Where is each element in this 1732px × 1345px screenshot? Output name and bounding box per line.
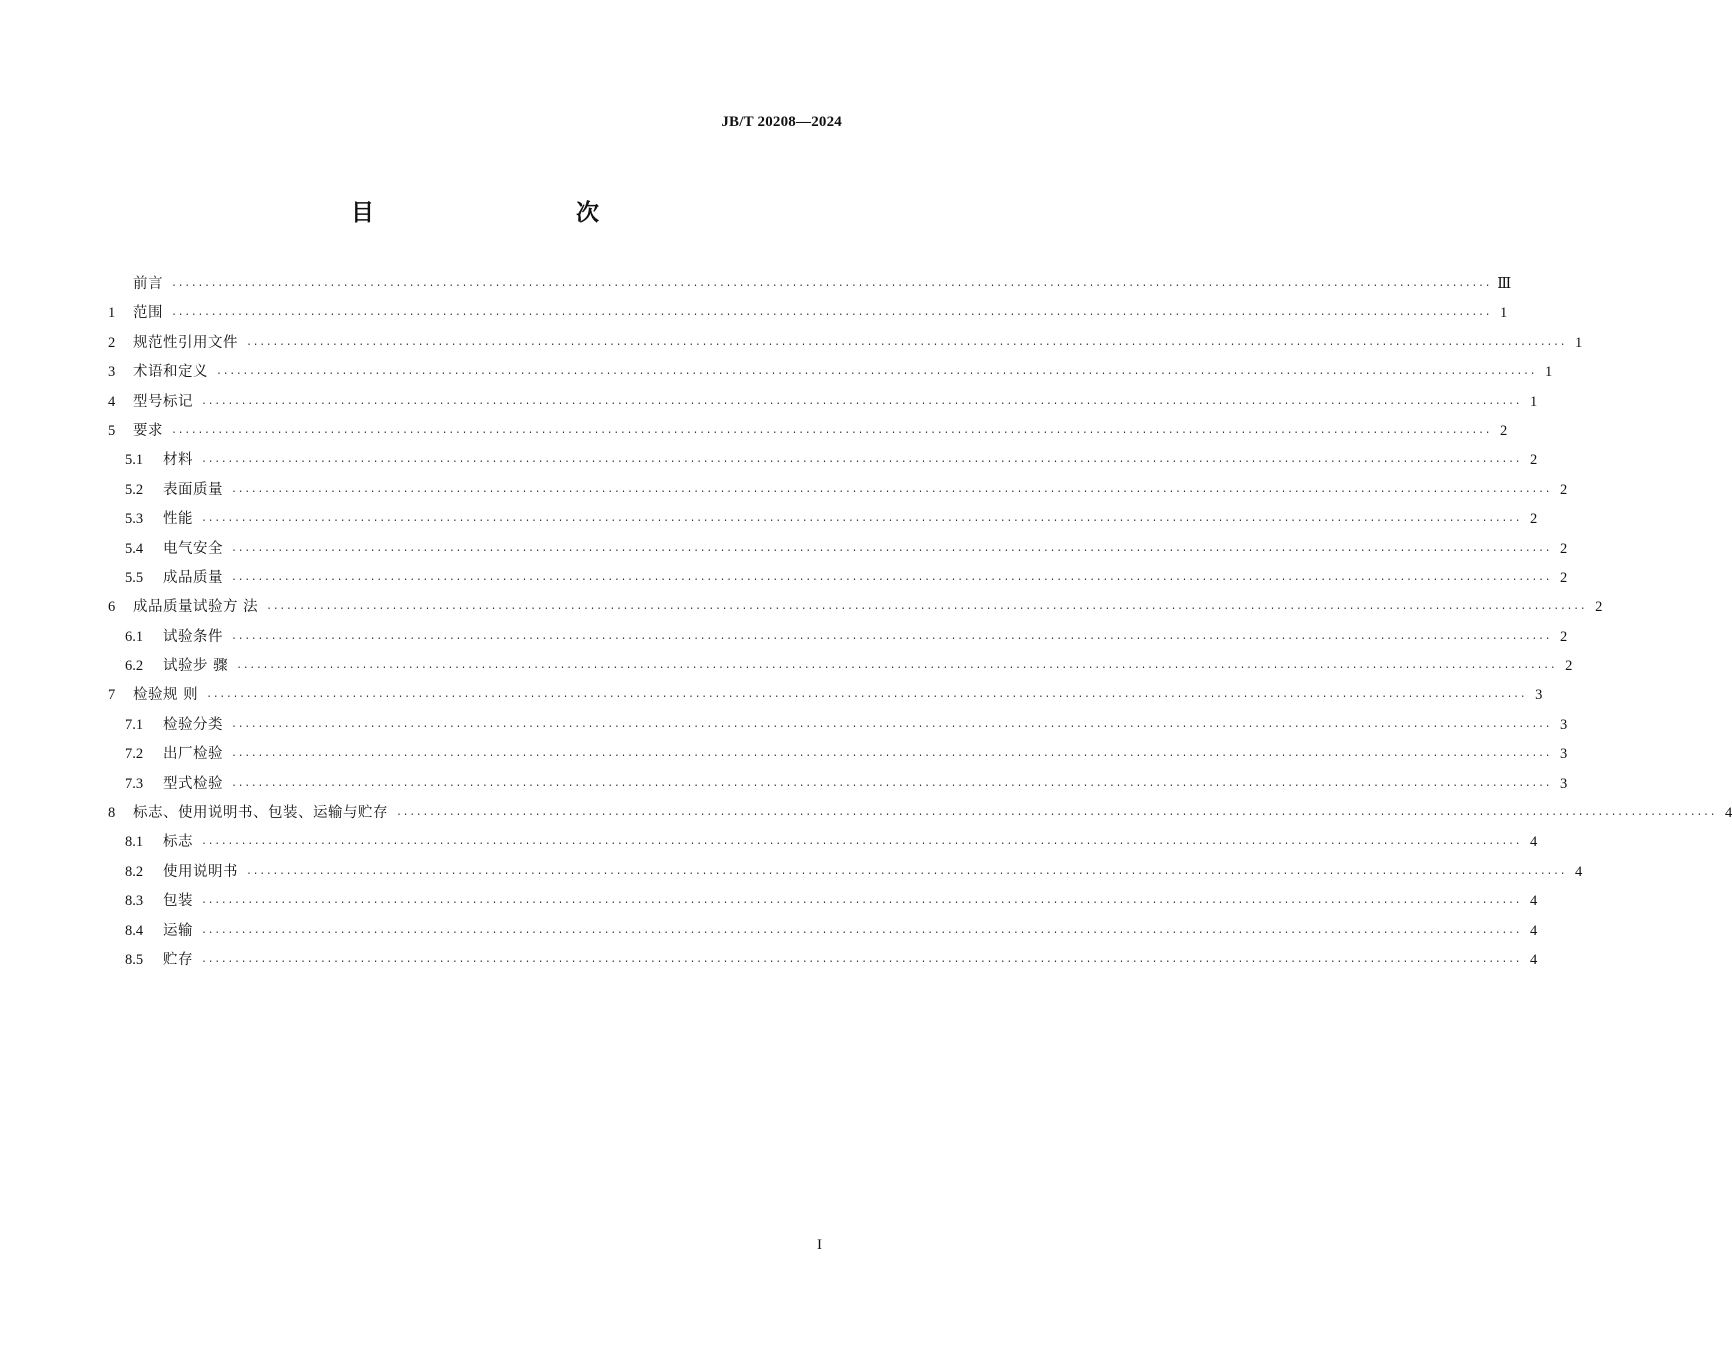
- toc-entry-number: 6: [108, 599, 116, 616]
- toc-entry-page: 3: [1559, 775, 1568, 792]
- toc-entry-page: 2: [1529, 452, 1538, 469]
- toc-entry-number: 7.3: [125, 775, 144, 792]
- toc-subentry[interactable]: [108, 858, 1583, 887]
- toc-entry-label: 电气安全: [163, 540, 223, 557]
- toc-entry-number: 4: [108, 393, 116, 410]
- toc-entry-number: 5.3: [125, 511, 144, 528]
- toc-entry-number: 1: [108, 305, 116, 322]
- toc-entry-label: 前言: [133, 276, 163, 292]
- toc-entry-label: 成品质量试验方 法: [133, 599, 259, 616]
- toc-leader-dots: ········································································································································································································: [396, 810, 1717, 822]
- toc-leader-dots: ········································································································································································································: [171, 281, 1492, 292]
- toc-entry-number: 8.3: [125, 893, 144, 910]
- toc-leader-dots: ········································································································································································································: [171, 427, 1492, 439]
- document-code: JB/T 20208—2024: [721, 114, 842, 130]
- page-number: I: [817, 1237, 822, 1253]
- toc-leader-dots: ········································································································································································································: [246, 339, 1567, 351]
- toc-entry-number: 2: [108, 334, 116, 351]
- toc-entry-label: 使用说明书: [163, 863, 238, 880]
- toc-entry-label: 标志、使用说明书、包装、运输与贮存: [133, 805, 388, 822]
- toc-entry-number: 3: [108, 364, 116, 381]
- toc-entry-page: 2: [1529, 511, 1538, 528]
- toc-entry-number: 5.2: [125, 481, 144, 498]
- toc-entry-label: 检验规 则: [133, 687, 199, 704]
- toc-entry-label: 贮存: [163, 951, 193, 968]
- toc-entry-label: 出厂检验: [163, 746, 223, 763]
- toc-leader-dots: ········································································································································································································: [231, 633, 1552, 645]
- toc-leader-dots: ········································································································································································································: [231, 721, 1552, 733]
- toc-entry-page: 3: [1559, 716, 1568, 733]
- toc-entry-number: 7.2: [125, 746, 144, 763]
- toc-entry[interactable]: [108, 799, 1732, 828]
- toc-entry-number: 8.1: [125, 834, 144, 851]
- toc-entry-label: 型号标记: [133, 393, 193, 410]
- toc-leader-dots: ········································································································································································································: [201, 516, 1522, 528]
- toc-entry-page: 2: [1595, 599, 1603, 616]
- toc-subentry[interactable]: [108, 505, 1538, 534]
- toc-leader-dots: ········································································································································································································: [231, 574, 1552, 586]
- toc-subentry[interactable]: [108, 623, 1568, 652]
- toc-entry-page: 2: [1499, 422, 1508, 439]
- toc-entry-label: 标志: [163, 834, 193, 851]
- toc-leader-dots: ········································································································································································································: [171, 310, 1492, 322]
- toc-title: 目 次: [351, 200, 651, 226]
- toc-entry-label: 规范性引用文件: [133, 334, 238, 351]
- toc-entry[interactable]: [108, 417, 1508, 446]
- toc-entry-page: 3: [1559, 746, 1568, 763]
- toc-entry-label: 材料: [163, 452, 193, 469]
- toc-entry-label: 成品质量: [163, 569, 223, 586]
- toc-entry-page: 2: [1559, 569, 1568, 586]
- toc-entry-page: 2: [1559, 628, 1568, 645]
- toc-entry-number: 5.5: [125, 569, 144, 586]
- toc-leader-dots: ········································································································································································································: [231, 545, 1552, 557]
- toc-entry-page: 4: [1724, 805, 1732, 822]
- toc-entry-number: 7: [108, 687, 116, 704]
- toc-entry-number: 5.1: [125, 452, 144, 469]
- toc-entry-page: 4: [1529, 922, 1538, 939]
- toc-subentry[interactable]: [108, 564, 1568, 593]
- toc-leader-dots: ········································································································································································································: [246, 868, 1567, 880]
- toc-entry-page: 1: [1499, 305, 1508, 322]
- toc-leader-dots: ········································································································································································································: [201, 839, 1522, 851]
- toc-subentry[interactable]: [108, 770, 1568, 799]
- toc-leader-dots: ········································································································································································································: [231, 780, 1552, 792]
- toc-entry-label: 试验步 骤: [163, 658, 229, 675]
- toc-subentry[interactable]: [108, 446, 1538, 475]
- toc-entry-number: 5: [108, 422, 116, 439]
- toc-entry-page: 4: [1529, 951, 1538, 968]
- toc-entry-number: 8.4: [125, 922, 144, 939]
- toc-entry-page: Ⅲ: [1497, 276, 1512, 292]
- toc-subentry[interactable]: [108, 946, 1538, 975]
- toc-leader-dots: ········································································································································································································: [201, 398, 1522, 410]
- toc-entry[interactable]: [108, 681, 1543, 710]
- toc-entry-label: 表面质量: [163, 481, 223, 498]
- toc-entry-page: 3: [1535, 687, 1543, 704]
- toc-entry-label: 术语和定义: [133, 364, 208, 381]
- toc-subentry[interactable]: [108, 652, 1573, 681]
- toc-entry-page: 1: [1574, 334, 1583, 351]
- toc-entry-number: 7.1: [125, 716, 144, 733]
- toc-subentry[interactable]: [108, 476, 1568, 505]
- toc-entry[interactable]: [108, 299, 1508, 328]
- toc-leader-dots: ········································································································································································································: [201, 927, 1522, 939]
- toc-entry[interactable]: [108, 329, 1583, 358]
- toc-leader-dots: ········································································································································································································: [231, 751, 1552, 763]
- toc-subentry[interactable]: [108, 917, 1538, 946]
- toc-entry-number: 5.4: [125, 540, 144, 557]
- toc-entry-label: 型式检验: [163, 775, 223, 792]
- toc-subentry[interactable]: [108, 535, 1568, 564]
- toc-subentry[interactable]: [108, 887, 1538, 916]
- toc-entry-page: 2: [1559, 540, 1568, 557]
- toc-entry-label: 试验条件: [163, 628, 223, 645]
- toc-entry[interactable]: [108, 593, 1603, 622]
- toc-entry-number: 6.2: [125, 658, 144, 675]
- toc-leader-dots: ········································································································································································································: [206, 692, 1527, 704]
- toc-entry[interactable]: [108, 388, 1538, 417]
- toc-entry-page: 2: [1559, 481, 1568, 498]
- toc-leader-dots: ········································································································································································································: [266, 604, 1587, 616]
- toc-entry-page: 1: [1544, 364, 1553, 381]
- toc-entry-page: 1: [1529, 393, 1538, 410]
- toc-entry-label: 要求: [133, 422, 163, 439]
- toc-leader-dots: ········································································································································································································: [201, 956, 1522, 968]
- toc-leader-dots: ········································································································································································································: [216, 369, 1537, 381]
- toc-entry-label: 运输: [163, 922, 193, 939]
- toc-entry-label: 包装: [163, 893, 193, 910]
- toc-subentry[interactable]: [108, 711, 1568, 740]
- toc-entry-page: 4: [1529, 834, 1538, 851]
- toc-entry-label: 范围: [133, 305, 163, 322]
- toc-entry-number: 8.2: [125, 863, 144, 880]
- toc-leader-dots: ········································································································································································································: [236, 663, 1557, 675]
- toc-entry[interactable]: [108, 358, 1553, 387]
- toc-entry-page: 4: [1529, 893, 1538, 910]
- toc-leader-dots: ········································································································································································································: [201, 898, 1522, 910]
- toc-entry[interactable]: [108, 270, 1512, 299]
- toc-entry-page: 2: [1565, 658, 1573, 675]
- toc-entry-label: 性能: [163, 511, 193, 528]
- toc-leader-dots: ········································································································································································································: [201, 457, 1522, 469]
- toc-entry-page: 4: [1574, 863, 1583, 880]
- toc-subentry[interactable]: [108, 828, 1538, 857]
- table-of-contents: [108, 270, 1732, 975]
- toc-entry-number: 8: [108, 805, 116, 822]
- toc-entry-label: 检验分类: [163, 716, 223, 733]
- toc-leader-dots: ········································································································································································································: [231, 486, 1552, 498]
- toc-entry-number: 6.1: [125, 628, 144, 645]
- toc-entry-number: 8.5: [125, 951, 144, 968]
- toc-subentry[interactable]: [108, 740, 1568, 769]
